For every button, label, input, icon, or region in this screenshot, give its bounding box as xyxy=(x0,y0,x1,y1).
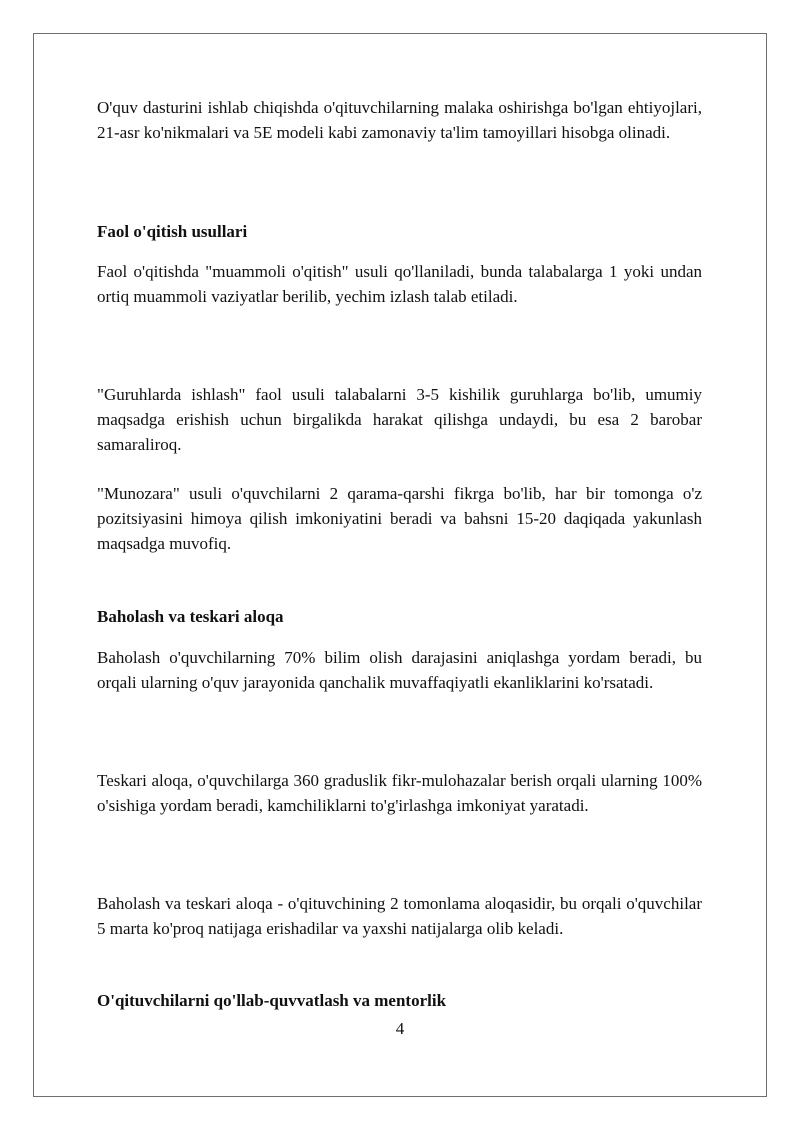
paragraph-feedback: Teskari aloqa, o'quvchilarga 360 graduslik fikr-mulohazalar berish orqali ularning 100% o'sishiga yordam beradi, kamchiliklarni to'g'irlashga imkoniyat yaratadi. xyxy=(97,771,702,815)
paragraph-group-work: "Guruhlarda ishlash" faol usuli talabalarni 3-5 kishilik guruhlarga bo'lib, umumiy maqsadga erishish uchun birgalikda harakat qilishga undaydi, bu esa 2 barobar samaraliroq. xyxy=(97,385,702,454)
paragraph-assessment: Baholash o'quvchilarning 70% bilim olish darajasini aniqlashga yordam beradi, bu orqali ularning o'quv jarayonida qanchalik muvaffaqiyatli ekanliklarini ko'rsatadi. xyxy=(97,648,702,692)
paragraph-two-way: Baholash va teskari aloqa - o'qituvchining 2 tomonlama aloqasidir, bu orqali o'quvchilar 5 marta ko'proq natijaga erishadilar va yaxshi natijalarga olib keladi. xyxy=(97,894,702,938)
page-number: 4 xyxy=(395,1019,405,1038)
heading-assessment: Baholash va teskari aloqa xyxy=(97,607,284,626)
paragraph-problem-teaching: Faol o'qitishda "muammoli o'qitish" usuli qo'llaniladi, bunda talabalarga 1 yoki undan ortiq muammoli vaziyatlar berilib, yechim izlash talab etiladi. xyxy=(97,262,702,306)
heading-teacher-support: O'qituvchilarni qo'llab-quvvatlash va mentorlik xyxy=(97,991,447,1010)
paragraph-debate: "Munozara" usuli o'quvchilarni 2 qarama-qarshi fikrga bo'lib, har bir tomonga o'z pozitsiyasini himoya qilish imkoniyatini beradi va bahsni 15-20 daqiqada yakunlash maqsadga muvofiq. xyxy=(97,484,702,553)
paragraph-curriculum: O'quv dasturini ishlab chiqishda o'qituvchilarning malaka oshirishga bo'lgan ehtiyojlari, 21-asr ko'nikmalari va 5E modeli kabi zamonaviy ta'lim tamoyillari hisobga olinadi. xyxy=(97,98,702,142)
heading-active-methods: Faol o'qitish usullari xyxy=(97,222,248,241)
